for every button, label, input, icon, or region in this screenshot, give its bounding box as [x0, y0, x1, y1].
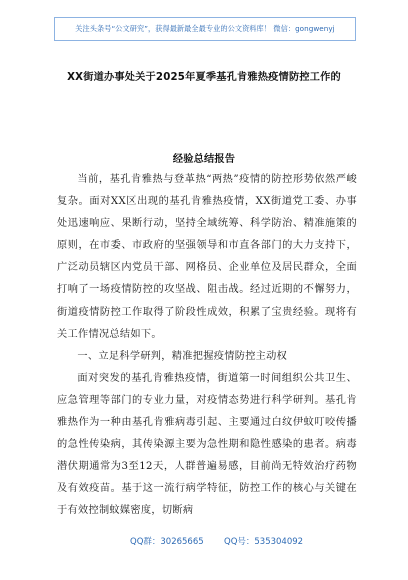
footer-contact: [0, 535, 408, 551]
qq-number-label: QQ号：535304092: [224, 537, 304, 547]
document-body: [57, 169, 357, 523]
intro-paragraph: 当前，基孔肯雅热与登革热“两热”疫情的防控形势依然严峻复杂。面对XX区出现的基孔肯雅热疫情，XX街道党工委、办事处迅速响应、果断行动，坚持全域统筹、科学防治、精准施策的原则，在市委、市政府的坚强领导和市直各部门的大力支持下，广泛动员辖区内党员干部、网格员、企业单位及居民群众，全面打响了一场疫情防控的攻坚战、阻击战。经过近期的不懈努力，街道疫情防控工作取得了阶段性成效，积累了宝贵经验。现将有关工作情况总结如下。: [57, 174, 357, 340]
promo-banner: 关注头条号“公文研究”，获得最新最全最专业的公文资料库！ 微信：gongwenyj: [54, 17, 356, 41]
document-title-line-1: XX街道办事处关于2025年夏季基孔肯雅热疫情防控工作的: [67, 72, 341, 83]
section-heading-1: 一、立足科学研判，精准把握疫情防控主动权: [77, 350, 288, 362]
qq-group-label: QQ群：30265665: [130, 537, 204, 547]
document-title-line-2: 经验总结报告: [172, 154, 236, 165]
section-1-paragraph: 面对突发的基孔肯雅热疫情，街道第一时间组织公共卫生、应急管理等部门的专业力量，对疫情态势进行科学研判。基孔肯雅热作为一种由基孔肯雅病毒引起、主要通过白纹伊蚊叮咬传播的急性传染病，其传染源主要为急性期和隐性感染的患者。病毒潜伏期通常为3至12天，人群普遍易感，目前尚无特效治疗药物及有效疫苗。基于这一流行病学特征，防控工作的核心与关键在于有效控制蚊媒密度，切断病: [57, 372, 357, 517]
